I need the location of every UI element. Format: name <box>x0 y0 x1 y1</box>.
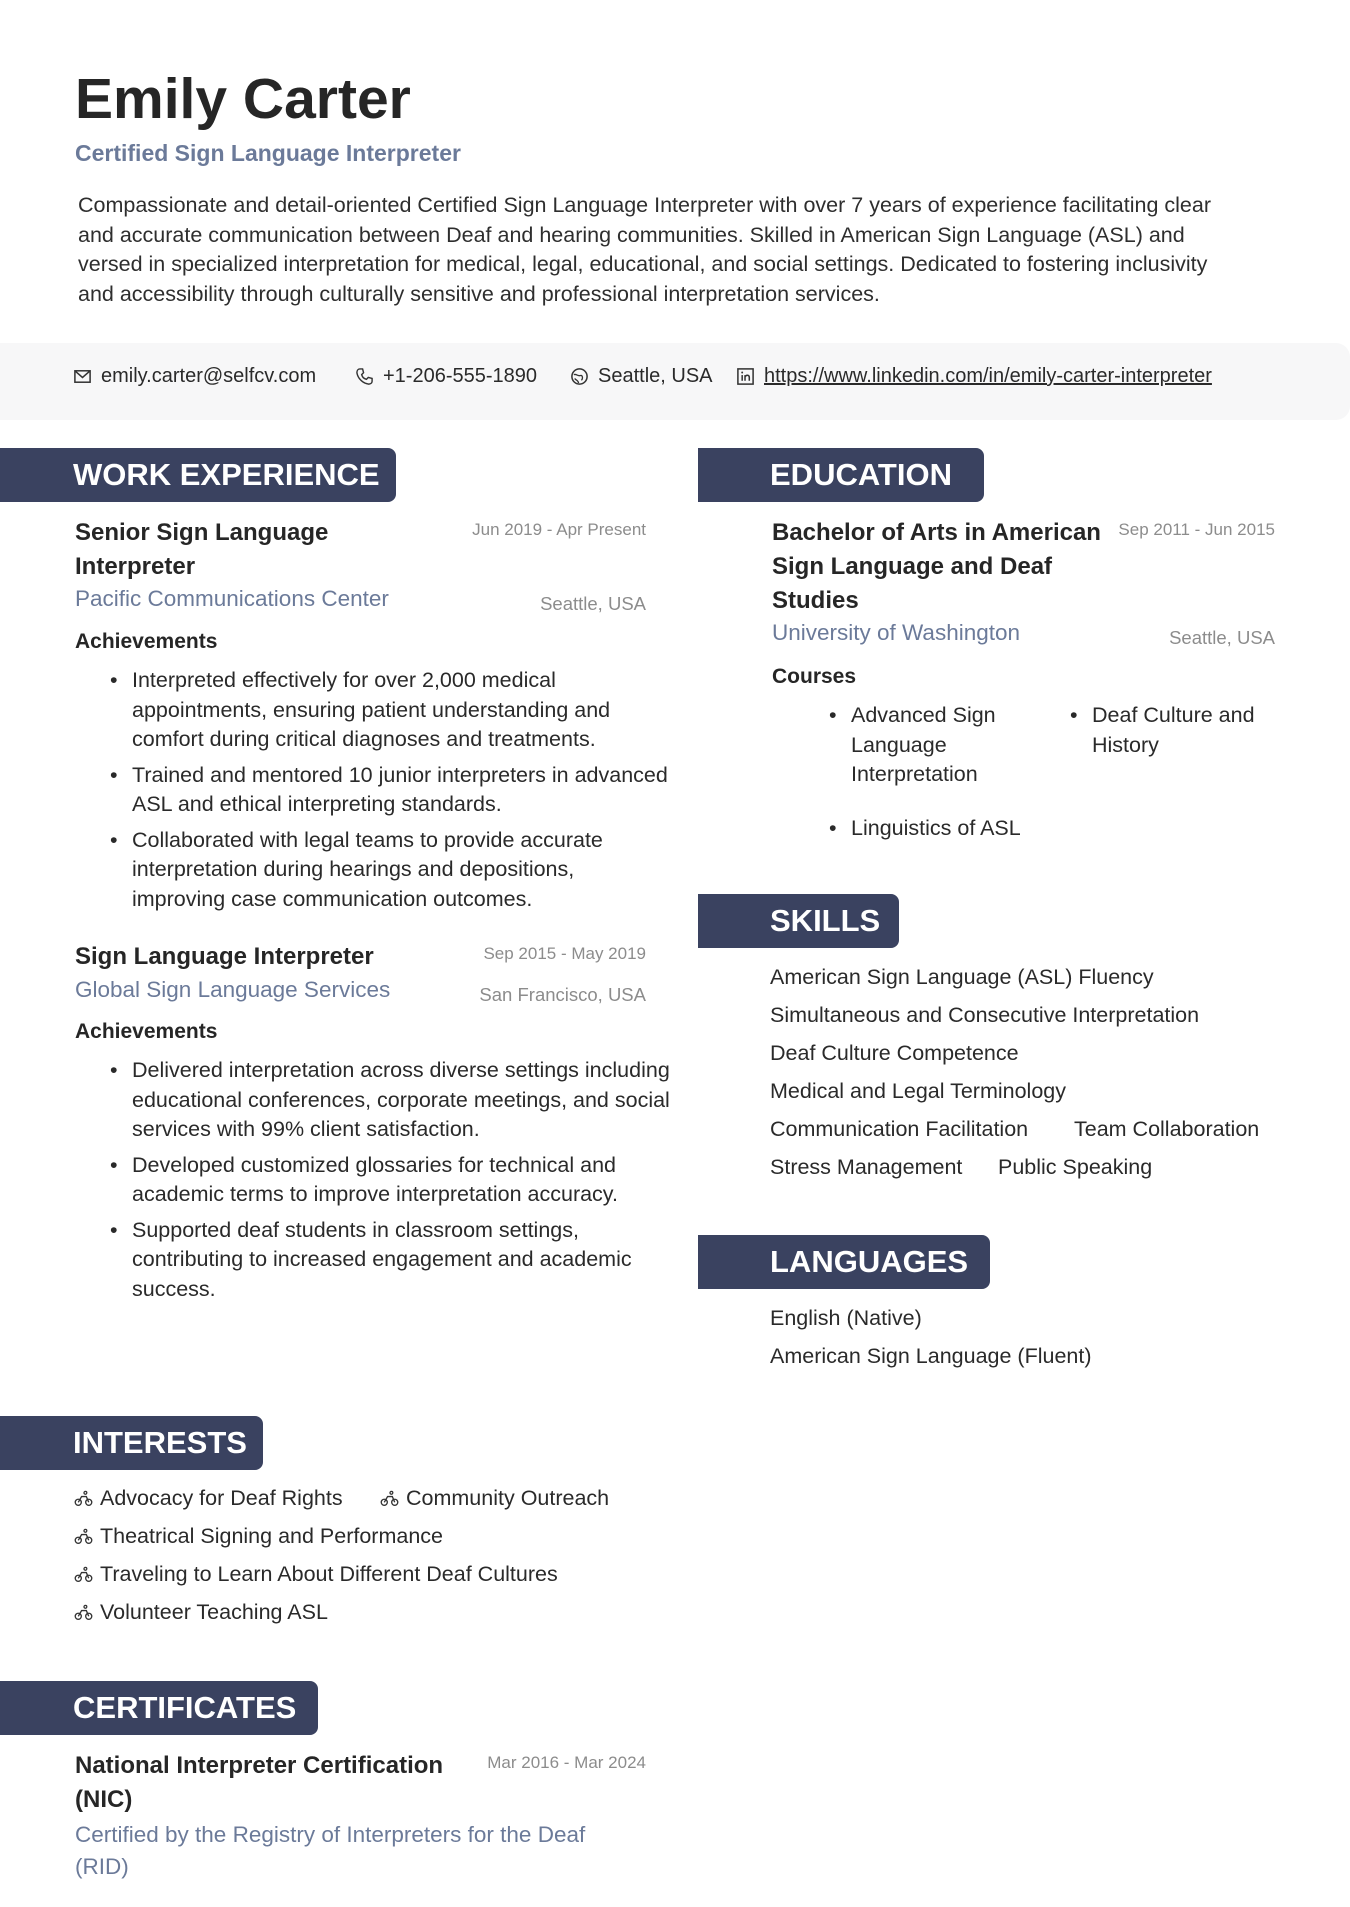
certificate-title: National Interpreter Certification (NIC) <box>75 1752 444 1813</box>
contact-bar <box>0 343 1350 420</box>
certificate-dates: Mar 2016 - Mar 2024 <box>487 1753 646 1772</box>
job-title: Sign Language Interpreter <box>75 943 374 970</box>
interest-label: Volunteer Teaching ASL <box>100 1600 328 1624</box>
achievements-label: Achievements <box>75 630 218 653</box>
school-name: University of Washington <box>772 620 1021 645</box>
interest-label: Community Outreach <box>406 1486 610 1510</box>
bicycle-icon <box>74 1527 93 1546</box>
list-item: • Advanced Sign Language Interpretation <box>851 701 1021 790</box>
linkedin-icon <box>736 367 755 386</box>
job-company: Pacific Communications Center <box>75 586 389 611</box>
skill-item: Deaf Culture Competence <box>770 1041 1019 1065</box>
phone-text: +1-206-555-1890 <box>383 365 538 387</box>
achievements-list <box>110 1056 672 1310</box>
job-location: San Francisco, USA <box>479 984 646 1005</box>
skill-item: American Sign Language (ASL) Fluency <box>770 965 1154 989</box>
candidate-title: Certified Sign Language Interpreter <box>75 140 461 166</box>
list-item: • Collaborated with legal teams to provide accurate interpretation during hearings and depositions, improving case communication outcomes. <box>132 826 672 915</box>
contact-linkedin[interactable] <box>736 365 1212 388</box>
skill-item: Stress Management <box>770 1155 963 1179</box>
email-text: emily.carter@selfcv.com <box>101 365 317 387</box>
interest-item <box>380 1486 609 1511</box>
language-item: American Sign Language (Fluent) <box>770 1344 1092 1368</box>
skill-item: Communication Facilitation <box>770 1117 1029 1141</box>
phone-icon <box>355 367 374 386</box>
interest-item <box>74 1562 558 1587</box>
interest-label: Traveling to Learn About Different Deaf Cultures <box>100 1562 558 1586</box>
list-item: • Supported deaf students in classroom settings, contributing to increased engagement and academic success. <box>132 1216 672 1305</box>
education-dates: Sep 2011 - Jun 2015 <box>1118 520 1275 539</box>
education-location: Seattle, USA <box>1169 627 1275 648</box>
language-item: English (Native) <box>770 1306 922 1330</box>
section-heading-work: WORK EXPERIENCE <box>0 448 396 502</box>
mail-icon <box>73 367 92 386</box>
courses-label: Courses <box>772 665 857 688</box>
linkedin-link[interactable]: https://www.linkedin.com/in/emily-carter-interpreter <box>764 365 1212 387</box>
job-location: Seattle, USA <box>540 593 646 614</box>
courses-list <box>829 814 1091 850</box>
section-heading-certificates: CERTIFICATES <box>0 1681 318 1735</box>
achievements-list <box>110 666 672 920</box>
list-item: • Interpreted effectively for over 2,000 medical appointments, ensuring patient understanding and comfort during critical diagnoses and treatments. <box>132 666 672 755</box>
profile-summary: Compassionate and detail-oriented Certified Sign Language Interpreter with over 7 years of experience facilitating clear and accurate communication between Deaf and hearing communities. Skilled in American Sign Language (ASL) and versed in specialized interpretation for medical, legal, educational, and social settings. Dedicated to fostering inclusivity and accessibility through culturally sensitive and professional interpretation services. <box>78 193 1211 306</box>
list-item: • Developed customized glossaries for technical and academic terms to improve interpretation accuracy. <box>132 1151 672 1210</box>
skill-item: Medical and Legal Terminology <box>770 1079 1067 1103</box>
courses-list <box>829 701 1021 796</box>
interest-item <box>74 1600 328 1625</box>
courses-list <box>1070 701 1292 766</box>
achievements-label: Achievements <box>75 1020 218 1043</box>
job-title: Senior Sign Language Interpreter <box>75 519 329 580</box>
interest-label: Advocacy for Deaf Rights <box>100 1486 343 1510</box>
candidate-name: Emily Carter <box>75 67 411 131</box>
bicycle-icon <box>74 1489 93 1508</box>
list-item: • Trained and mentored 10 junior interpreters in advanced ASL and ethical interpreting standards. <box>132 761 672 820</box>
skill-item: Team Collaboration <box>1074 1117 1260 1141</box>
contact-location <box>570 365 713 388</box>
section-heading-interests: INTERESTS <box>0 1416 263 1470</box>
list-item: • Linguistics of ASL <box>851 814 1091 844</box>
globe-icon <box>570 367 589 386</box>
bicycle-icon <box>74 1603 93 1622</box>
job-dates: Sep 2015 - May 2019 <box>483 944 646 963</box>
bicycle-icon <box>380 1489 399 1508</box>
skill-item: Simultaneous and Consecutive Interpretation <box>770 1003 1200 1027</box>
list-item: • Deaf Culture and History <box>1092 701 1292 760</box>
contact-phone[interactable] <box>355 365 537 388</box>
interest-item <box>74 1524 443 1549</box>
degree-title: Bachelor of Arts in American Sign Language and Deaf Studies <box>772 519 1101 614</box>
job-dates: Jun 2019 - Apr Present <box>472 520 646 539</box>
job-company: Global Sign Language Services <box>75 977 391 1002</box>
interest-label: Theatrical Signing and Performance <box>100 1524 443 1548</box>
contact-email[interactable] <box>73 365 316 388</box>
list-item: • Delivered interpretation across diverse settings including educational conferences, corporate meetings, and social services with 99% client satisfaction. <box>132 1056 672 1145</box>
section-heading-education: EDUCATION <box>698 448 984 502</box>
interest-item <box>74 1486 343 1511</box>
section-heading-skills: SKILLS <box>698 894 899 948</box>
bicycle-icon <box>74 1565 93 1584</box>
certificate-issuer: Certified by the Registry of Interpreters for the Deaf (RID) <box>75 1822 586 1879</box>
skill-item: Public Speaking <box>998 1155 1153 1179</box>
location-text: Seattle, USA <box>598 365 713 387</box>
section-heading-languages: LANGUAGES <box>698 1235 990 1289</box>
